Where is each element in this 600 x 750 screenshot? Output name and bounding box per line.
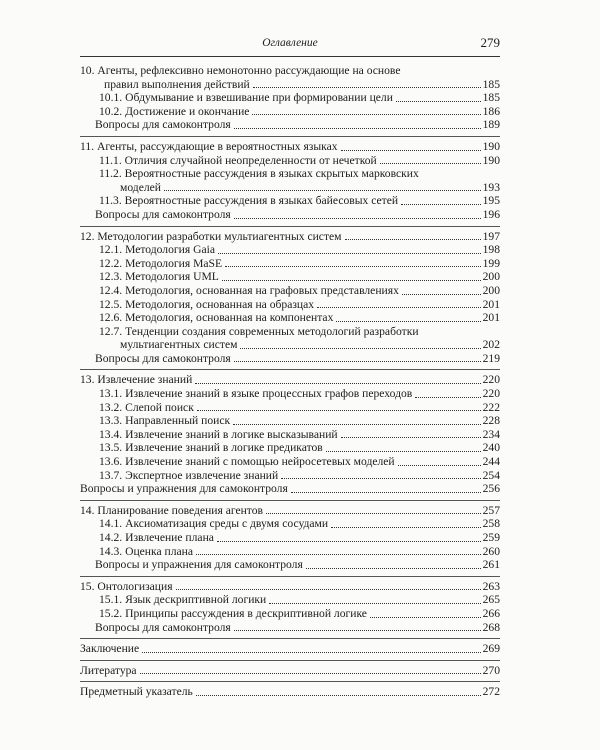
toc-entry-label: Вопросы для самоконтроля [95, 207, 231, 221]
toc-questions-14 [80, 558, 500, 572]
toc-section-14-3 [80, 545, 500, 559]
toc-entry-label: 13.4. Извлечение знаний в логике высказываний [99, 427, 338, 441]
toc-literature [80, 664, 500, 678]
toc-page: 196 [482, 207, 500, 221]
toc-entry-label: 10. Агенты, рефлексивно немонотонно рассуждающие на основе [80, 64, 401, 77]
section-divider [80, 681, 500, 682]
toc-page: 228 [482, 414, 500, 428]
toc-entry-label: Литература [80, 663, 137, 677]
toc-section-13-5 [80, 441, 500, 455]
running-title: Оглавление [262, 37, 318, 49]
toc-page: 266 [482, 606, 500, 620]
toc-page: 240 [482, 441, 500, 455]
toc-entry-label: 11. Агенты, рассуждающие в вероятностных языках [80, 139, 338, 153]
toc-section-13-4 [80, 428, 500, 442]
section-divider [80, 226, 500, 227]
section-divider [80, 638, 500, 639]
toc-entry-label: 11.2. Вероятностные рассуждения в языках скрытых марковских [99, 167, 419, 181]
toc-entry-label: 13.7. Экспертное извлечение знаний [99, 468, 279, 482]
toc-section-12-2 [80, 257, 500, 271]
header-rule [80, 56, 500, 57]
toc-questions-15 [80, 621, 500, 635]
toc-chapter-15 [80, 580, 500, 594]
section-divider [80, 660, 500, 661]
toc-section-14-2 [80, 531, 500, 545]
toc-entry-label: 11.1. Отличия случайной неопределенности от нечеткой [99, 153, 377, 167]
toc-entry-label: 14.1. Аксиоматизация среды с двумя сосудами [99, 517, 329, 531]
toc-entry-label: Вопросы для самоконтроля [95, 118, 231, 132]
toc-page: 200 [482, 283, 500, 297]
toc-entry-label: 13. Извлечение знаний [80, 373, 193, 387]
toc-entry-label: 13.3. Направленный поиск [99, 414, 231, 428]
toc-entry-label: 12.3. Методология UML [99, 270, 219, 284]
toc-page: 261 [482, 558, 500, 572]
toc-section-13-7 [80, 469, 500, 483]
page-number: 279 [480, 35, 500, 50]
toc-page: 265 [482, 593, 500, 607]
toc-entry-label: 13.6. Извлечение знаний с помощью нейросетевых моделей [99, 455, 395, 469]
toc-section-10-2 [80, 105, 500, 119]
toc-entry-label: 15.1. Язык дескриптивной логики [99, 593, 267, 607]
toc-page: 256 [482, 482, 500, 496]
toc-entry-label: 15. Онтологизация [80, 579, 173, 593]
toc-entry-label: 12.1. Методология Gaia [99, 243, 215, 257]
toc-section-11-1 [80, 154, 500, 168]
toc-section-12-5 [80, 298, 500, 312]
toc-entry-label: 15.2. Принципы рассуждения в дескриптивной логике [99, 606, 367, 620]
toc-entry-label: Заключение [80, 642, 140, 656]
toc-section-14-1 [80, 517, 500, 531]
toc-section-12-1 [80, 243, 500, 257]
toc-page: 254 [482, 468, 500, 482]
toc-section-15-1 [80, 593, 500, 607]
toc-index [80, 685, 500, 699]
toc-page: 197 [482, 229, 500, 243]
toc-section-12-6 [80, 311, 500, 325]
toc-page: 190 [482, 139, 500, 153]
toc-page: 219 [482, 351, 500, 365]
toc-page: 263 [482, 579, 500, 593]
running-header [80, 35, 500, 53]
toc-page: 201 [482, 297, 500, 311]
toc-entry-label: 12.7. Тенденции создания современных методологий разработки [99, 324, 419, 338]
toc-entry-label: 14. Планирование поведения агентов [80, 503, 263, 517]
toc-section-13-1 [80, 387, 500, 401]
toc-entry-label: 13.5. Извлечение знаний в логике предикатов [99, 441, 323, 455]
toc-section-12-7 [80, 325, 500, 352]
toc-page: 193 [482, 180, 500, 194]
toc-page: 198 [482, 243, 500, 257]
toc-page: 269 [482, 642, 500, 656]
toc-page: 199 [482, 256, 500, 270]
toc-entry-label: 12.6. Методология, основанная на компонентах [99, 311, 334, 325]
toc-entry-label: мультиагентных систем [120, 338, 238, 352]
toc-page: 201 [482, 311, 500, 325]
toc-chapter-12 [80, 230, 500, 244]
toc-page: 272 [482, 685, 500, 699]
toc-section-13-2 [80, 401, 500, 415]
toc-entry-label: Вопросы для самоконтроля [95, 620, 231, 634]
toc-entry-label: правил выполнения действий [104, 77, 250, 91]
toc-entry-label: Вопросы для самоконтроля [95, 351, 231, 365]
toc-entry-label: 12.4. Методология, основанная на графовых представлениях [99, 283, 399, 297]
toc-section-15-2 [80, 607, 500, 621]
toc-chapter-10 [80, 64, 500, 91]
toc-entry-label: 12.5. Методология, основанная на образцах [99, 297, 315, 311]
toc-page: 185 [482, 77, 500, 91]
toc-page: 220 [482, 387, 500, 401]
toc-page: 186 [482, 104, 500, 118]
toc-page: 258 [482, 517, 500, 531]
section-divider [80, 500, 500, 501]
toc-entry-label: 12.2. Методология MaSE [99, 256, 223, 270]
toc-page: 185 [482, 91, 500, 105]
toc-entry-label: 13.2. Слепой поиск [99, 400, 194, 414]
toc-page: 222 [482, 400, 500, 414]
toc-chapter-13 [80, 373, 500, 387]
toc-entry-label: 10.2. Достижение и окончание [99, 104, 250, 118]
toc-section-12-4 [80, 284, 500, 298]
toc-entry-label: моделей [120, 180, 161, 194]
toc-section-11-2 [80, 167, 500, 194]
toc-questions-10 [80, 118, 500, 132]
toc-page: 202 [482, 338, 500, 352]
toc-entry-label: Вопросы и упражнения для самоконтроля [95, 558, 303, 572]
toc-page: 268 [482, 620, 500, 634]
toc-questions-13 [80, 482, 500, 496]
toc-page: 270 [482, 663, 500, 677]
toc-page: 244 [482, 455, 500, 469]
toc-entry-label: Вопросы и упражнения для самоконтроля [80, 482, 288, 496]
toc-conclusion [80, 642, 500, 656]
section-divider [80, 136, 500, 137]
toc-page: 189 [482, 118, 500, 132]
toc-entry-label: 14.2. Извлечение плана [99, 531, 214, 544]
toc-entry-label: 12. Методологии разработки мультиагентных систем [80, 229, 342, 243]
toc-page: 200 [482, 270, 500, 284]
toc-entry-label: 13.1. Извлечение знаний в языке процессных графов переходов [99, 387, 413, 401]
toc-section-12-3 [80, 270, 500, 284]
toc-section-13-6 [80, 455, 500, 469]
toc-page: 220 [482, 373, 500, 387]
table-of-contents [80, 64, 500, 699]
toc-page: 234 [482, 427, 500, 441]
toc-questions-11 [80, 208, 500, 222]
toc-questions-12 [80, 352, 500, 366]
toc-chapter-11 [80, 140, 500, 154]
toc-section-11-3 [80, 194, 500, 208]
toc-page: 259 [482, 531, 500, 544]
toc-entry-label: 11.3. Вероятностные рассуждения в языках байесовых сетей [99, 194, 399, 208]
section-divider [80, 576, 500, 577]
toc-entry-label: 14.3. Оценка плана [99, 544, 194, 558]
section-divider [80, 369, 500, 370]
toc-page: 195 [482, 194, 500, 208]
toc-section-13-3 [80, 414, 500, 428]
toc-entry-label: 10.1. Обдумывание и взвешивание при формировании цели [99, 91, 393, 105]
toc-page: 257 [482, 503, 500, 517]
toc-chapter-14 [80, 504, 500, 518]
toc-page: 190 [482, 153, 500, 167]
toc-section-10-1 [80, 91, 500, 105]
toc-page: 260 [482, 544, 500, 558]
toc-entry-label: Предметный указатель [80, 685, 193, 699]
